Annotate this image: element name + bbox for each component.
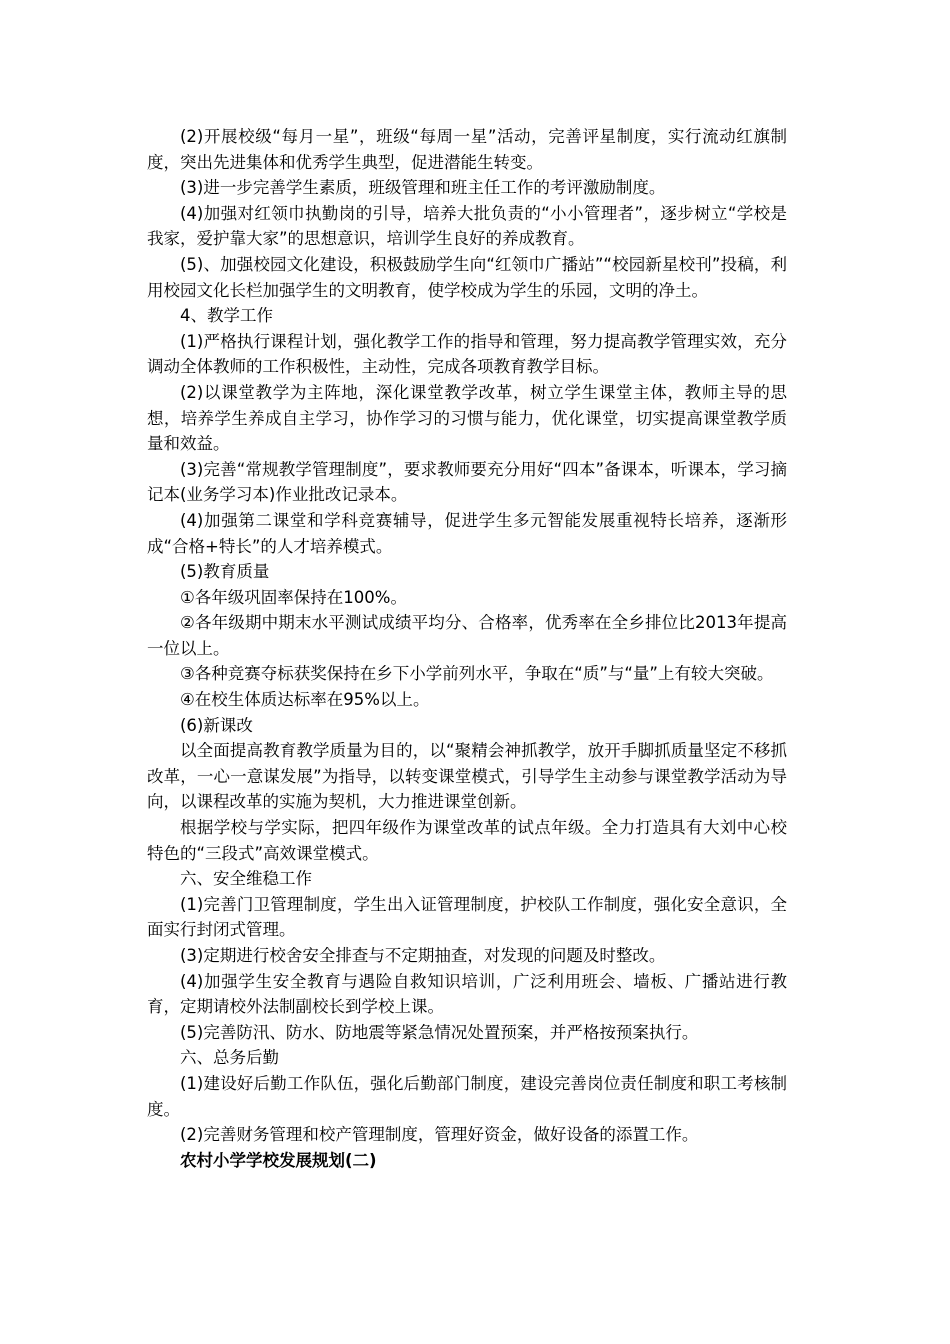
paragraph-8: (3)完善“常规教学管理制度”，要求教师要充分用好“四本”备课本，听课本，学习摘记本(业务学习本)作业批改记录本。 (147, 459, 787, 505)
paragraph-13: ③各种竞赛夺标获奖保持在乡下小学前列水平，争取在“质”与“量”上有较大突破。 (180, 664, 774, 684)
paragraph-22: (5)完善防汛、防水、防地震等紧急情况处置预案，并严格按预案执行。 (180, 1022, 699, 1042)
paragraph-4: (5)、加强校园文化建设，积极鼓励学生向“红领巾广播站”“校园新星校刊”投稿，利用校园文化长栏加强学生的文明教育，使学校成为学生的乐园，文明的净土。 (147, 254, 787, 300)
paragraph-1: (2)开展校级“每月一星”，班级“每周一星”活动，完善评星制度，实行流动红旗制度，突出先进集体和优秀学生典型，促进潜能生转变。 (147, 127, 787, 172)
paragraph-25: (2)完善财务管理和校产管理制度，管理好资金，做好设备的添置工作。 (180, 1125, 699, 1145)
paragraph-10: (5)教育质量 (180, 562, 270, 582)
paragraph-14: ④在校生体质达标率在95%以上。 (180, 690, 430, 710)
paragraph-16: 以全面提高教育教学质量为目的，以“聚精会神抓教学，放开手脚抓质量坚定不移抓改革，一心一意谋发展”为指导，以转变课堂模式，引导学生主动参与课堂教学活动为导向，以课程改革的实施为契机，大力推进课堂创新。 (147, 741, 787, 812)
section-heading-logistics: 六、总务后勤 (180, 1048, 279, 1068)
paragraph-3: (4)加强对红领巾执勤岗的引导，培养大批负责的“小小管理者”，逐步树立“学校是我家，爱护靠大家”的思想意识，培训学生良好的养成教育。 (147, 203, 787, 249)
section-heading-safety: 六、安全维稳工作 (180, 869, 312, 889)
paragraph-11: ①各年级巩固率保持在100%。 (180, 587, 407, 607)
paragraph-20: (3)定期进行校舍安全排查与不定期抽查，对发现的问题及时整改。 (180, 946, 666, 965)
section-heading-teaching: 4、教学工作 (180, 306, 273, 326)
document-page (147, 124, 787, 1173)
paragraph-2: (3)进一步完善学生素质，班级管理和班主任工作的考评激励制度。 (180, 178, 666, 198)
paragraph-24: (1)建设好后勤工作队伍，强化后勤部门制度，建设完善岗位责任制度和职工考核制度。 (147, 1073, 787, 1119)
paragraph-15: (6)新课改 (180, 715, 253, 735)
paragraph-9: (4)加强第二课堂和学科竞赛辅导，促进学生多元智能发展重视特长培养，逐渐形成“合格+特长”的人才培养模式。 (147, 510, 787, 556)
paragraph-19: (1)完善门卫管理制度，学生出入证管理制度，护校队工作制度，强化安全意识，全面实行封闭式管理。 (147, 894, 787, 940)
paragraph-6: (1)严格执行课程计划，强化教学工作的指导和管理，努力提高教学管理实效，充分调动全体教师的工作积极性，主动性，完成各项教育教学目标。 (147, 331, 787, 377)
paragraph-7: (2)以课堂教学为主阵地，深化课堂教学改革，树立学生课堂主体，教师主导的思想，培养学生养成自主学习，协作学习的习惯与能力，优化课堂，切实提高课堂教学质量和效益。 (147, 382, 787, 454)
paragraph-21: (4)加强学生安全教育与遇险自救知识培训，广泛利用班会、墙板、广播站进行教育，定期请校外法制副校长到学校上课。 (147, 971, 787, 1017)
document-title: 农村小学学校发展规划(二) (180, 1150, 377, 1170)
paragraph-17: 根据学校与学实际，把四年级作为课堂改革的试点年级。全力打造具有大刘中心校特色的“三段式”高效课堂模式。 (147, 818, 787, 863)
paragraph-12: ②各年级期中期末水平测试成绩平均分、合格率，优秀率在全乡排位比2013年提高一位以上。 (147, 613, 787, 658)
